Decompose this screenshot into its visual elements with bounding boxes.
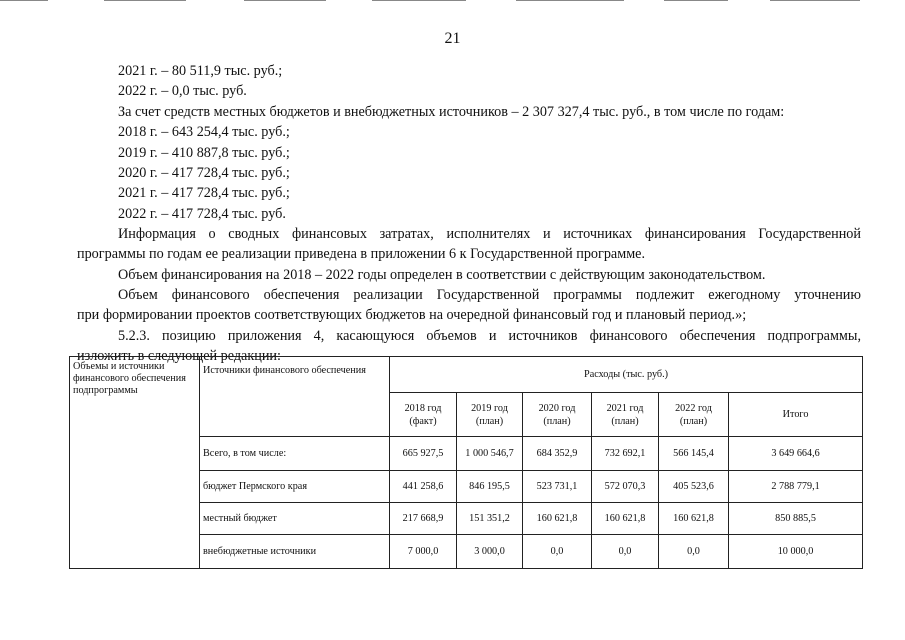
cell-value: 572 070,3 xyxy=(592,471,659,503)
cell-value: 684 352,9 xyxy=(523,437,592,471)
cell-value: 405 523,6 xyxy=(659,471,729,503)
text-line: 2019 г. – 410 887,8 тыс. руб.; xyxy=(118,145,290,161)
cell-value: 441 258,6 xyxy=(390,471,457,503)
text-line: Информация о сводных финансовых затратах, исполнителях и источниках финансирования Государственной xyxy=(118,226,861,242)
cell-value: 151 351,2 xyxy=(457,503,523,535)
cell-value: 732 692,1 xyxy=(592,437,659,471)
cell-value: 3 000,0 xyxy=(457,535,523,569)
cell-value: 0,0 xyxy=(592,535,659,569)
text-line: 2021 г. – 80 511,9 тыс. руб.; xyxy=(118,63,283,79)
table-header-row xyxy=(70,357,863,393)
cell-value: 0,0 xyxy=(659,535,729,569)
cell-value: 1 000 546,7 xyxy=(457,437,523,471)
header-funding-sources: Источники финансового обеспечения xyxy=(200,357,390,437)
text-line: изложить в следующей редакции: xyxy=(77,348,281,364)
page-number: 21 xyxy=(444,30,461,47)
header-total: Итого xyxy=(729,393,863,437)
text-line: 2020 г. – 417 728,4 тыс. руб.; xyxy=(118,165,290,181)
cell-total: 10 000,0 xyxy=(729,535,863,569)
cell-value: 665 927,5 xyxy=(390,437,457,471)
cell-value: 217 668,9 xyxy=(390,503,457,535)
header-year: 2021 год (план) xyxy=(592,393,659,437)
text-line: при формировании проектов соответствующих бюджетов на очередной финансовый год и плановый период.»; xyxy=(77,307,747,323)
header-year: 2022 год (план) xyxy=(659,393,729,437)
text-line: программы по годам ее реализации приведена в приложении 6 к Государственной программе. xyxy=(77,246,646,262)
text-line: 2022 г. – 0,0 тыс. руб. xyxy=(118,83,247,99)
cell-value: 160 621,8 xyxy=(592,503,659,535)
row-label: бюджет Пермского края xyxy=(200,471,390,503)
text-line: Объем финансирования на 2018 – 2022 годы определен в соответствии с действующим законодательством. xyxy=(118,267,766,283)
text-line: За счет средств местных бюджетов и внебюджетных источников – 2 307 327,4 тыс. руб., в том числе по годам: xyxy=(118,104,785,120)
financing-table xyxy=(69,356,863,569)
header-volumes-sources: Объемы и источники финансового обеспечения подпрограммы xyxy=(70,357,200,569)
cell-total: 850 885,5 xyxy=(729,503,863,535)
text-line: 2022 г. – 417 728,4 тыс. руб. xyxy=(118,206,286,222)
row-label: местный бюджет xyxy=(200,503,390,535)
row-label: Всего, в том числе: xyxy=(200,437,390,471)
header-year: 2018 год (факт) xyxy=(390,393,457,437)
text-line: 2021 г. – 417 728,4 тыс. руб.; xyxy=(118,185,290,201)
header-year: 2020 год (план) xyxy=(523,393,592,437)
cell-total: 2 788 779,1 xyxy=(729,471,863,503)
text-line: 5.2.3. позицию приложения 4, касающуюся объемов и источников финансового обеспечения подпрограммы, xyxy=(118,328,861,344)
cell-total: 3 649 664,6 xyxy=(729,437,863,471)
cell-value: 566 145,4 xyxy=(659,437,729,471)
cell-value: 846 195,5 xyxy=(457,471,523,503)
cell-value: 160 621,8 xyxy=(659,503,729,535)
cell-value: 0,0 xyxy=(523,535,592,569)
row-label: внебюджетные источники xyxy=(200,535,390,569)
cell-value: 160 621,8 xyxy=(523,503,592,535)
text-line: 2018 г. – 643 254,4 тыс. руб.; xyxy=(118,124,290,140)
cell-value: 523 731,1 xyxy=(523,471,592,503)
header-expenses: Расходы (тыс. руб.) xyxy=(390,357,863,393)
header-year: 2019 год (план) xyxy=(457,393,523,437)
text-line: Объем финансового обеспечения реализации Государственной программы подлежит ежегодному уточнению xyxy=(118,287,861,303)
cell-value: 7 000,0 xyxy=(390,535,457,569)
scan-artifact-lines xyxy=(0,0,905,3)
